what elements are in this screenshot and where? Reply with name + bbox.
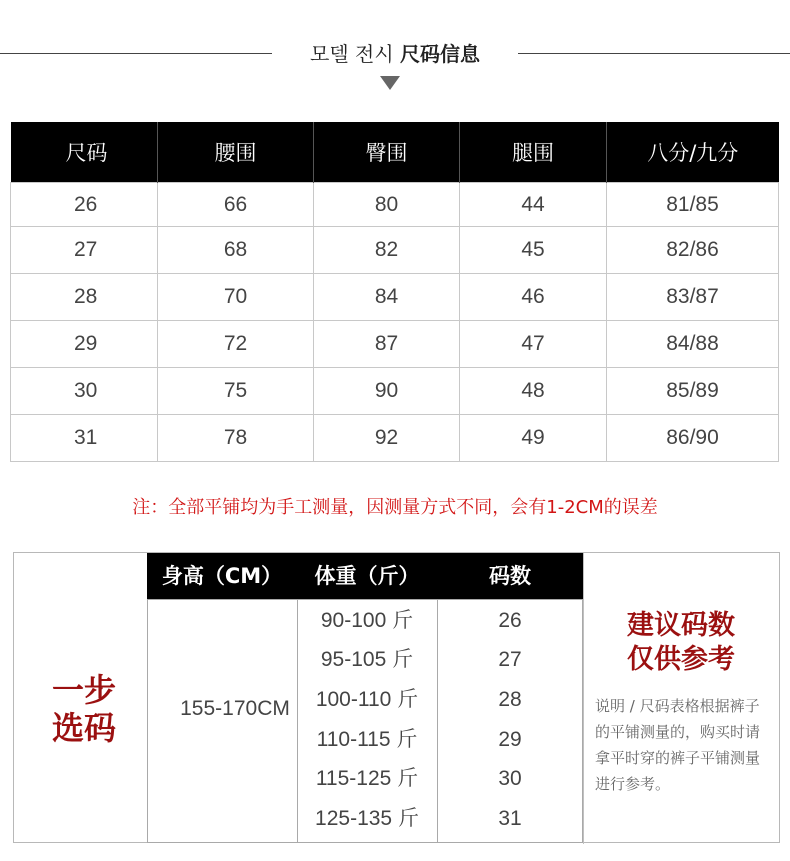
cell-thigh: 46 <box>460 274 607 321</box>
weight-range: 125-135 斤 <box>315 807 419 830</box>
size-table-header <box>11 122 779 183</box>
size-code: 26 <box>498 609 522 632</box>
down-triangle-icon <box>380 76 400 90</box>
col-header-hip: 臀围 <box>314 122 460 183</box>
cell-hip: 80 <box>314 183 460 227</box>
section-title <box>270 38 520 67</box>
one-step-label <box>44 671 124 747</box>
weight-range: 90-100 斤 <box>320 609 414 632</box>
cell-size: 30 <box>11 368 158 415</box>
size-table <box>10 122 779 462</box>
suggest-line2: 仅供参考 <box>627 644 735 675</box>
cell-thigh: 44 <box>460 183 607 227</box>
cell-waist: 75 <box>158 368 314 415</box>
cell-size: 31 <box>11 415 158 462</box>
cell-thigh: 48 <box>460 368 607 415</box>
col-header-thigh: 腿围 <box>460 122 607 183</box>
size-code: 28 <box>498 688 522 711</box>
weight-range: 110-115 斤 <box>316 728 418 751</box>
suggest-heading <box>596 609 766 677</box>
col-header-size: 尺码 <box>11 122 158 183</box>
size-explanation: 说明 / 尺码表格根据裤子的平铺测量的，购买时请拿平时穿的裤子平铺测量进行参考。 <box>595 697 761 793</box>
cell-hip: 82 <box>314 227 460 274</box>
size-code: 27 <box>498 648 522 671</box>
col-header-code: 码数 <box>489 564 531 588</box>
cell-waist: 70 <box>158 274 314 321</box>
one-step-line1: 一步 <box>51 671 116 709</box>
col-header-waist: 腰围 <box>158 122 314 183</box>
table-row <box>11 368 779 415</box>
col-header-length: 八分/九分 <box>607 122 779 183</box>
size-code: 29 <box>498 728 522 751</box>
size-guide-panel <box>13 552 780 843</box>
table-row <box>11 227 779 274</box>
cell-hip: 90 <box>314 368 460 415</box>
cell-waist: 66 <box>158 183 314 227</box>
col-header-weight: 体重（斤） <box>314 564 420 588</box>
guide-header <box>147 553 583 599</box>
size-code: 31 <box>498 807 522 830</box>
one-step-line2: 选码 <box>51 709 116 747</box>
col-header-height: 身高（CM） <box>161 564 283 588</box>
height-value: 155-170CM <box>180 697 290 720</box>
cell-length: 81/85 <box>607 183 779 227</box>
suggest-line1: 建议码数 <box>627 610 735 641</box>
header-line-left <box>0 53 272 54</box>
cell-size: 27 <box>11 227 158 274</box>
cell-waist: 72 <box>158 321 314 368</box>
table-row <box>11 415 779 462</box>
cell-length: 86/90 <box>607 415 779 462</box>
table-row <box>11 183 779 227</box>
header-line-right <box>518 53 790 54</box>
cell-size: 28 <box>11 274 158 321</box>
cell-length: 84/88 <box>607 321 779 368</box>
cell-size: 29 <box>11 321 158 368</box>
cell-size: 26 <box>11 183 158 227</box>
table-row <box>11 321 779 368</box>
title-korean: 모델 전시 <box>310 42 394 66</box>
weight-range: 100-110 斤 <box>315 688 419 711</box>
divider-right <box>583 553 584 844</box>
cell-hip: 92 <box>314 415 460 462</box>
size-code: 30 <box>498 767 522 790</box>
title-chinese: 尺码信息 <box>400 42 480 66</box>
cell-length: 82/86 <box>607 227 779 274</box>
measurement-note: 注：全部平铺均为手工测量，因测量方式不同，会有1-2CM的误差 <box>132 497 658 518</box>
cell-length: 83/87 <box>607 274 779 321</box>
cell-hip: 87 <box>314 321 460 368</box>
cell-hip: 84 <box>314 274 460 321</box>
cell-thigh: 45 <box>460 227 607 274</box>
cell-thigh: 49 <box>460 415 607 462</box>
cell-waist: 68 <box>158 227 314 274</box>
cell-waist: 78 <box>158 415 314 462</box>
table-row <box>11 274 779 321</box>
weight-range: 95-105 斤 <box>320 648 414 671</box>
cell-length: 85/89 <box>607 368 779 415</box>
cell-thigh: 47 <box>460 321 607 368</box>
weight-range: 115-125 斤 <box>315 767 419 790</box>
